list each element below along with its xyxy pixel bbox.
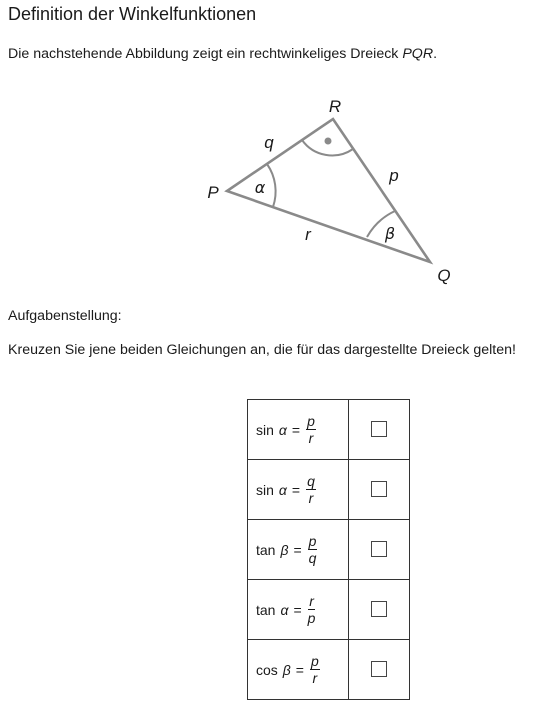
intro-period: .: [433, 46, 438, 62]
checkbox-cell: [349, 580, 410, 640]
function-name: tan: [256, 601, 276, 618]
angle-symbol: β: [280, 541, 289, 558]
equation: [256, 414, 316, 445]
checkbox-cell: [349, 520, 410, 580]
function-name: tan: [256, 541, 276, 558]
denominator: q: [308, 550, 317, 566]
angle-symbol: α: [280, 601, 289, 618]
task-label: Aufgabenstellung:: [8, 308, 122, 324]
angle-arc-alpha: [267, 164, 276, 207]
equation: [256, 534, 317, 565]
numerator: p: [307, 413, 315, 429]
angle-symbol: α: [278, 421, 287, 438]
answer-checkbox-2[interactable]: [371, 481, 387, 497]
function-name: sin: [256, 481, 274, 498]
intro-sentence: Die nachstehende Abbildung zeigt ein rechtwinkeliges Dreieck: [8, 46, 403, 62]
vertex-label-p: P: [207, 183, 219, 202]
side-label-p: p: [389, 166, 399, 185]
vertex-label-r: R: [328, 97, 342, 116]
equation-cell: [248, 640, 349, 700]
answer-checkbox-3[interactable]: [371, 541, 387, 557]
equation-cell: [248, 580, 349, 640]
fraction: [308, 534, 318, 565]
denominator: p: [307, 610, 316, 626]
answer-row: [248, 520, 410, 580]
equation-cell: [248, 520, 349, 580]
fraction: [308, 594, 316, 625]
function-name: sin: [256, 421, 274, 438]
equation: [256, 594, 315, 625]
angle-symbol: α: [278, 481, 287, 498]
checkbox-cell: [349, 640, 410, 700]
answer-checkbox-1[interactable]: [371, 421, 387, 437]
denominator: r: [312, 670, 318, 686]
right-angle-dot: [325, 138, 332, 145]
equation: [256, 474, 316, 505]
answer-row: [248, 640, 410, 700]
numerator: p: [310, 653, 319, 669]
equation-cell: [248, 400, 349, 460]
side-label-r: r: [305, 225, 311, 244]
equals-sign: =: [293, 601, 302, 618]
equals-sign: =: [291, 481, 301, 498]
side-label-q: q: [264, 133, 274, 152]
task-instruction: Kreuzen Sie jene beiden Gleichungen an, die für das dargestellte Dreieck gelten!: [8, 342, 516, 358]
equals-sign: =: [295, 661, 304, 678]
answer-row: [248, 580, 410, 640]
answer-row: [248, 400, 410, 460]
answer-table: [247, 399, 410, 700]
equation: [256, 654, 320, 685]
angle-label-alpha: α: [254, 178, 266, 197]
equals-sign: =: [293, 541, 302, 558]
answer-checkbox-4[interactable]: [371, 601, 387, 617]
function-name: cos: [256, 661, 278, 678]
angle-symbol: β: [282, 661, 291, 678]
denominator: r: [308, 430, 314, 446]
answer-row: [248, 460, 410, 520]
vertex-label-q: Q: [437, 266, 451, 285]
answer-checkbox-5[interactable]: [371, 661, 387, 677]
equation-cell: [248, 460, 349, 520]
checkbox-cell: [349, 400, 410, 460]
numerator: q: [307, 473, 315, 489]
page-title: Definition der Winkelfunktionen: [8, 4, 257, 24]
equals-sign: =: [291, 421, 301, 438]
numerator: r: [309, 593, 314, 609]
fraction: [306, 414, 316, 445]
denominator: r: [308, 490, 314, 506]
fraction: [306, 474, 316, 505]
triangle-name: PQR: [402, 46, 434, 62]
numerator: p: [308, 533, 317, 549]
checkbox-cell: [349, 460, 410, 520]
triangle-figure: [0, 0, 545, 300]
angle-label-beta: β: [384, 224, 396, 243]
fraction: [310, 654, 320, 685]
